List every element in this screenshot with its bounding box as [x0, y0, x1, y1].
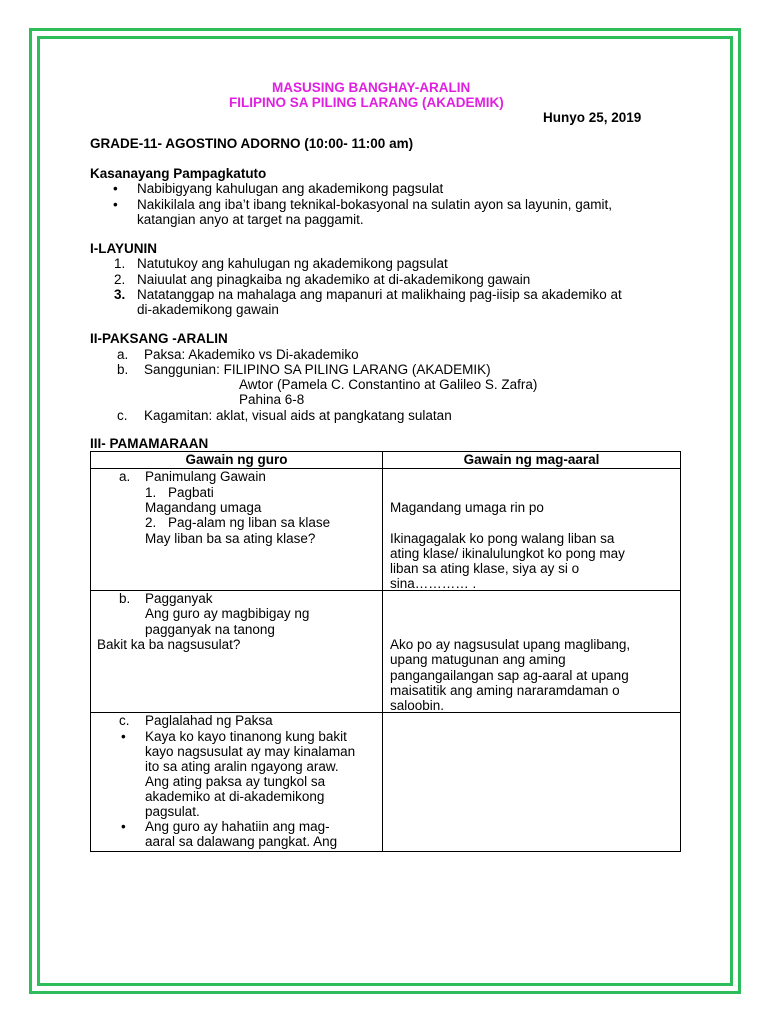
doc-date: Hunyo 25, 2019 — [543, 110, 642, 125]
doc-title-line2: FILIPINO SA PILING LARANG (AKADEMIK) — [229, 95, 504, 110]
row3-bullet2-line2: aaral sa dalawang pangkat. Ang — [145, 834, 338, 849]
row1-teacher-question: May liban ba sa ating klase? — [145, 531, 316, 546]
competency-item-2-cont: katangian anyo at target na paggamit. — [137, 212, 364, 227]
table-row — [91, 591, 681, 713]
row1-teacher-num-2: 2. — [145, 515, 157, 530]
subject-c-text: Kagamitan: aklat, visual aids at pangkatang sulatan — [144, 408, 452, 423]
row2-teacher-label-b: b. — [119, 591, 131, 606]
subject-b-text: Sanggunian: FILIPINO SA PILING LARANG (AKADEMIK) — [144, 362, 491, 377]
row1-student-line4: sina………… . — [390, 576, 477, 591]
row1-teacher-label-a: a. — [119, 469, 131, 484]
row3-bullet1-line1: • Kaya ko kayo tinanong kung bakit — [145, 729, 347, 745]
row2-student-line2: upang matugunan ang aming — [390, 652, 566, 667]
row1-teacher-greeting: Magandang umaga — [145, 500, 262, 515]
subject-c-label: c. — [117, 408, 128, 423]
row2-teacher-question: Bakit ka ba nagsusulat? — [97, 637, 241, 652]
row1-teacher-num-1: 1. — [145, 485, 157, 500]
row2-teacher-b-text: Pagganyak — [145, 591, 213, 606]
row3-bullet2-line1: • Ang guro ay hahatiin ang mag- — [145, 819, 330, 835]
row1-teacher-1-text: Pagbati — [168, 485, 214, 500]
subject-a-label: a. — [117, 347, 129, 362]
col-header-teacher: Gawain ng guro — [91, 452, 383, 469]
row3-bullet1-line5: akademiko at di-akademikong — [145, 789, 325, 804]
row2-teacher-line2: pagganyak na tanong — [145, 622, 275, 637]
row3-bullet1-line6: pagsulat. — [145, 804, 200, 819]
competency-item-1: • Nabibigyang kahulugan ang akademikong pagsulat — [137, 181, 443, 197]
row1-student-line3: liban sa ating klase, siya ay si o — [390, 561, 580, 576]
row2-student-line5: saloobin. — [390, 698, 445, 713]
procedure-heading: III- PAMAMARAAN — [90, 436, 209, 451]
competency-heading: Kasanayang Pampagkatuto — [90, 166, 267, 181]
table-header-row — [91, 452, 681, 469]
row1-student-greeting: Magandang umaga rin po — [390, 500, 544, 515]
objective-num-2: 2. — [114, 272, 126, 287]
objective-num-1: 1. — [114, 256, 126, 271]
class-info: GRADE-11- AGOSTINO ADORNO (10:00- 11:00 am) — [90, 136, 414, 151]
procedure-table — [90, 451, 681, 852]
subject-b-label: b. — [117, 362, 129, 377]
subject-b-author: Awtor (Pamela C. Constantino at Galileo S. Zafra) — [239, 377, 538, 392]
objective-text-3-cont: di-akademikong gawain — [137, 302, 279, 317]
row3-bullet1-line4: Ang ating paksa ay tungkol sa — [145, 774, 326, 789]
objective-text-3: Natatanggap na mahalaga ang mapanuri at malikhaing pag-iisip sa akademiko at — [137, 287, 622, 302]
row1-student-line1: Ikinagagalak ko pong walang liban sa — [390, 531, 615, 546]
table-row — [91, 713, 681, 852]
row1-teacher-2-text: Pag-alam ng liban sa klase — [168, 515, 331, 530]
objective-text-2: Naiuulat ang pinagkaiba ng akademiko at di-akademikong gawain — [137, 272, 531, 287]
row2-student-line3: pangangailangan sap ag-aaral at upang — [390, 668, 629, 683]
doc-title-line1: MASUSING BANGHAY-ARALIN — [272, 80, 471, 95]
row1-student-line2: ating klase/ ikinalulungkot ko pong may — [390, 546, 625, 561]
objective-text-1: Natutukoy ang kahulugan ng akademikong pagsulat — [137, 256, 448, 271]
subject-b-pages: Pahina 6-8 — [239, 392, 305, 407]
row3-teacher-c-text: Paglalahad ng Paksa — [145, 713, 273, 728]
row2-student-line1: Ako po ay nagsusulat upang maglibang, — [390, 637, 631, 652]
subject-a-text: Paksa: Akademiko vs Di-akademiko — [144, 347, 359, 362]
table-row — [91, 469, 681, 591]
row3-bullet1-line3: ito sa ating aralin ngayong araw. — [145, 759, 339, 774]
competency-item-2: • Nakikilala ang iba’t ibang teknikal-bokasyonal na sulatin ayon sa layunin, gamit, — [137, 197, 612, 213]
objective-num-3: 3. — [114, 287, 126, 302]
objectives-heading: I-LAYUNIN — [90, 241, 158, 256]
subject-heading: II-PAKSANG -ARALIN — [90, 331, 228, 346]
row2-teacher-line1: Ang guro ay magbibigay ng — [145, 606, 310, 621]
row3-teacher-label-c: c. — [119, 713, 130, 728]
row1-teacher-a-text: Panimulang Gawain — [145, 469, 266, 484]
row2-student-line4: maisatitik ang aming nararamdaman o — [390, 683, 620, 698]
col-header-student: Gawain ng mag-aaral — [383, 452, 681, 469]
row3-bullet1-line2: kayo nagsusulat ay may kinalaman — [145, 744, 356, 759]
